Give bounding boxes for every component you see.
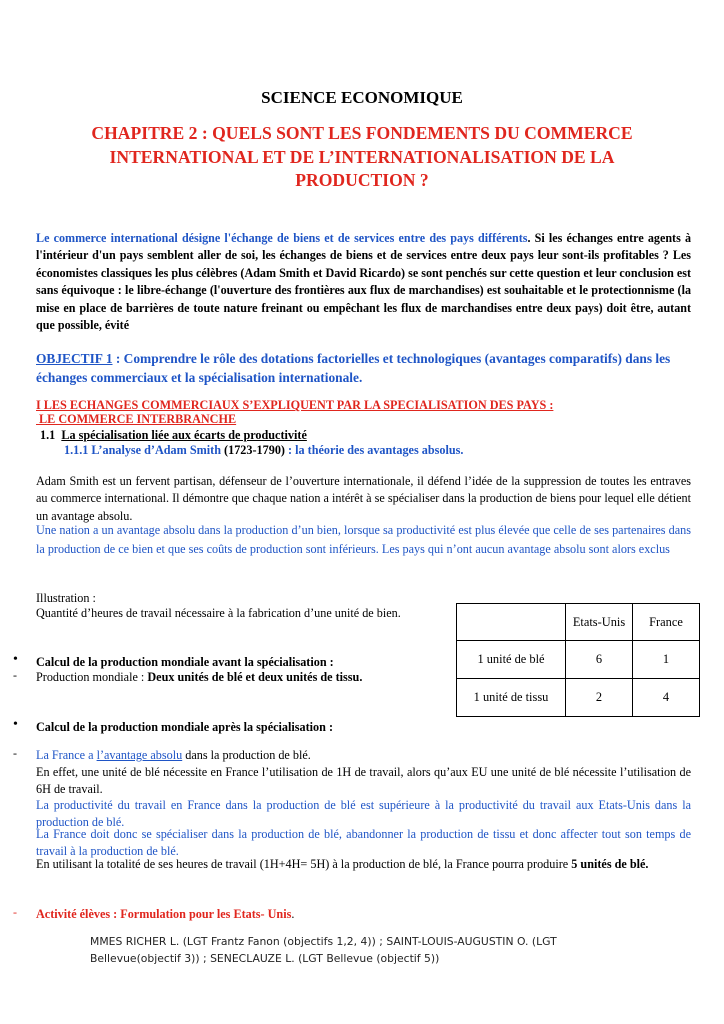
illustration-label: Illustration : bbox=[36, 591, 96, 605]
calc-before-label: Production mondiale : bbox=[36, 670, 148, 684]
subsection-number: 1.1 bbox=[40, 428, 56, 442]
chapter-title-line: PRODUCTION ? bbox=[295, 170, 429, 190]
calc-after-title: Calcul de la production mondiale après la spécialisation : bbox=[36, 720, 334, 734]
bullet-dot: • bbox=[13, 652, 18, 667]
footer-credits bbox=[90, 933, 557, 967]
objectif-label: OBJECTIF 1 bbox=[36, 351, 113, 366]
table-header-row bbox=[457, 604, 700, 641]
objectif-text: : Comprendre le rôle des dotations factorielles et technologiques (avantages comparatifs) dans les échanges commerciaux et la spécialisation internationale. bbox=[36, 351, 671, 385]
subject-title: SCIENCE ECONOMIQUE bbox=[261, 88, 463, 107]
intro-lead: Le commerce international désigne l'échange de biens et de services entre des pays différents bbox=[36, 231, 528, 245]
labor-hours-table bbox=[456, 603, 700, 717]
table-header-cell: France bbox=[633, 604, 700, 641]
table-cell: 1 unité de tissu bbox=[457, 679, 566, 717]
calc-after-line1-b: dans la production de blé. bbox=[182, 748, 311, 762]
calc-after-line1-a: La France a bbox=[36, 748, 97, 762]
subsubsection-rest: : la théorie des avantages absolus. bbox=[284, 443, 464, 457]
table-row bbox=[457, 641, 700, 679]
table-cell: 2 bbox=[566, 679, 633, 717]
intro-paragraph bbox=[36, 230, 691, 334]
calc-after-para4-b: 5 unités de blé. bbox=[571, 857, 649, 871]
absolute-advantage-definition: Une nation a un avantage absolu dans la production d’un bien, lorsque sa productivité est plus élevée que celle de ses partenaires dans la production de ce bien et que ses coûts de production sont inférieurs. Les pays qui n’ont aucun avantage absolu sont alors exclus bbox=[36, 523, 691, 556]
calc-after-para1: En effet, une unité de blé nécessite en France l’utilisation de 1H de travail, alors qu’aux EU une unité de blé nécessite l’utilisation de 6H de travail. bbox=[36, 765, 691, 797]
table-cell: 4 bbox=[633, 679, 700, 717]
calc-before-value: Deux unités de blé et deux unités de tissu. bbox=[147, 670, 363, 684]
calc-after-line1 bbox=[36, 747, 311, 764]
objectif-paragraph bbox=[36, 350, 696, 387]
footer-line: MMES RICHER L. (LGT Frantz Fanon (objectifs 1,2, 4)) ; SAINT-LOUIS-AUGUSTIN O. (LGT bbox=[90, 935, 557, 948]
subsection-title: La spécialisation liée aux écarts de productivité bbox=[61, 428, 307, 442]
chapter-title-line: CHAPITRE 2 : QUELS SONT LES FONDEMENTS DU COMMERCE bbox=[91, 123, 633, 143]
calc-after-para2: La productivité du travail en France dans la production de blé est supérieure à la productivité du travail aux Etats-Unis dans la production de blé. bbox=[36, 798, 691, 830]
footer-line: Bellevue(objectif 3)) ; SENECLAUZE L. (LGT Bellevue (objectif 5)) bbox=[90, 952, 440, 965]
section-subtitle: LE COMMERCE INTERBRANCHE bbox=[36, 412, 237, 426]
bullet-dot: • bbox=[13, 717, 18, 732]
table-row bbox=[457, 679, 700, 717]
absolute-advantage-link[interactable]: l’avantage absolu bbox=[96, 748, 183, 762]
subsubsection-heading bbox=[64, 443, 463, 458]
subsection-heading bbox=[40, 428, 307, 443]
calc-after-para4-a: En utilisant la totalité de ses heures de travail (1H+4H= 5H) à la production de blé, la France pourra produire bbox=[36, 857, 572, 871]
table-header-cell bbox=[457, 604, 566, 641]
subsubsection-dates: (1723-1790) bbox=[221, 443, 285, 457]
calc-before-title: Calcul de la production mondiale avant la spécialisation : bbox=[36, 655, 334, 669]
bullet-dash: - bbox=[13, 668, 17, 682]
chapter-title bbox=[0, 122, 724, 193]
bullet-dash: - bbox=[13, 905, 17, 919]
table-cell: 6 bbox=[566, 641, 633, 679]
table-header-cell: Etats-Unis bbox=[566, 604, 633, 641]
table-cell: 1 unité de blé bbox=[457, 641, 566, 679]
illustration-caption: Quantité d’heures de travail nécessaire à la fabrication d’une unité de bien. bbox=[36, 606, 401, 620]
calc-after-para4 bbox=[36, 856, 691, 873]
bullet-dash: - bbox=[13, 746, 17, 760]
calc-before-line bbox=[36, 669, 362, 686]
intro-rest: . Si les échanges entre agents à l'intérieur d'un pays semblent aller de soi, les échanges de biens et de services entre deux pays leur sont-ils profitables ? Les économistes classiques les plus célèbres (Adam Smith et David Ricardo) se sont penchés sur cette question et leur conclusion est sans équivoque : le libre-échange (l'ouverture des frontières aux flux de marchandises) est souhaitable et le protectionnisme (la mise en place de barrières de toute nature freinant ou empêchant les flux de marchandises entre deux pays) doit être, autant que possible, évité bbox=[36, 231, 691, 333]
chapter-title-line: INTERNATIONAL ET DE L’INTERNATIONALISATION DE LA bbox=[109, 146, 615, 167]
table-cell: 1 bbox=[633, 641, 700, 679]
activite-dot: . bbox=[291, 907, 295, 921]
activite-line bbox=[36, 906, 294, 923]
smith-paragraph: Adam Smith est un fervent partisan, défenseur de l’ouverture internationale, il défend l’idée de la suppression de toutes les entraves au commerce international. Il démontre que chaque nation a intérêt à se spécialiser dans la production de biens pour lequel elle détient un avantage absolu. bbox=[36, 474, 691, 523]
subsubsection-prefix: 1.1.1 L’analyse d’Adam Smith bbox=[64, 443, 221, 457]
calc-after-para3: La France doit donc se spécialiser dans la production de blé, abandonner la production de tissu et donc affecter tout son temps de travail à la production de blé. bbox=[36, 827, 691, 859]
activite-label: Activité élèves : Formulation pour les Etats- Unis bbox=[36, 907, 292, 921]
section-title: I LES ECHANGES COMMERCIAUX S’EXPLIQUENT PAR LA SPECIALISATION DES PAYS : bbox=[36, 398, 554, 412]
